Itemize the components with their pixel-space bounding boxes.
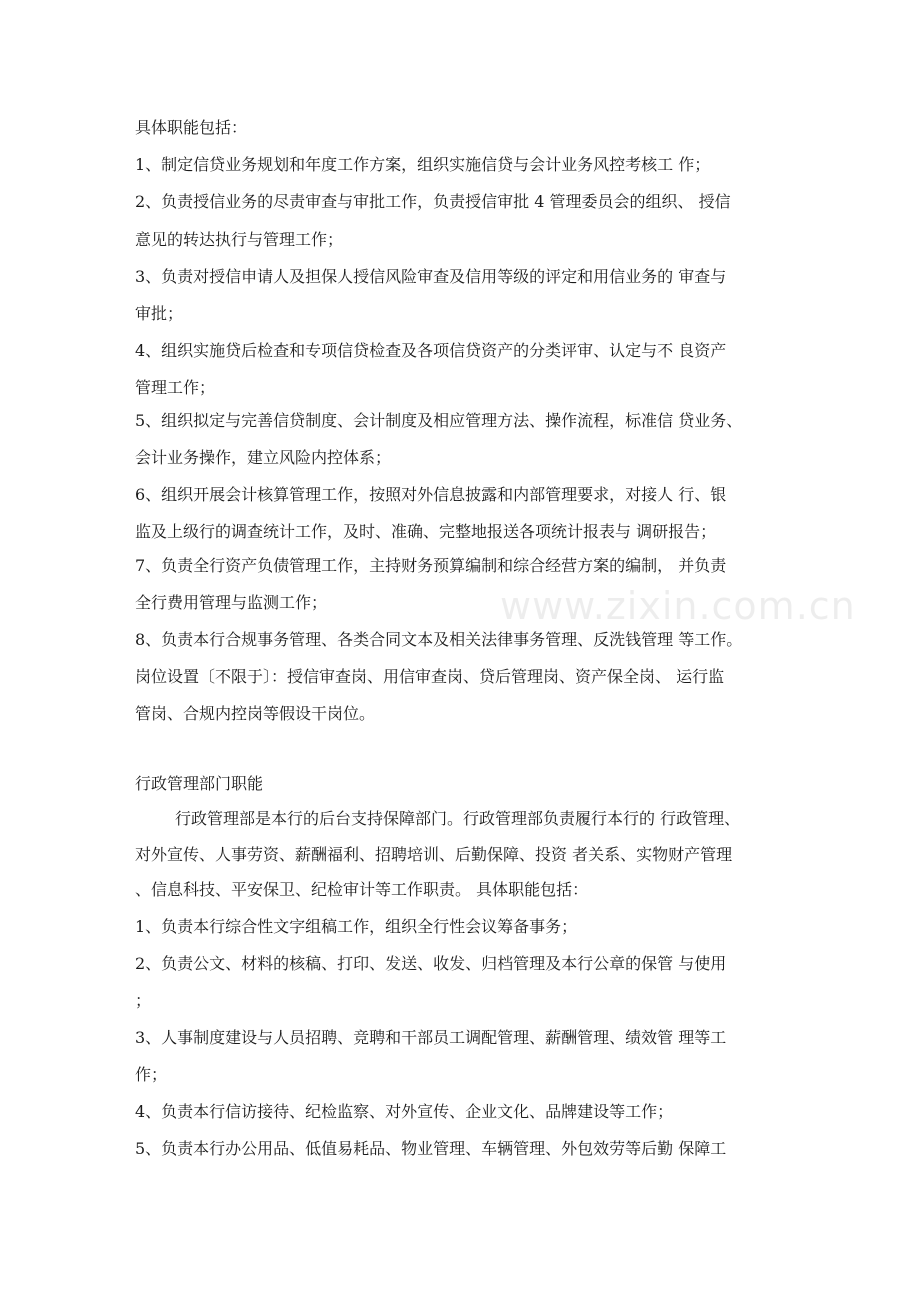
text-line: 全行费用管理与监测工作； bbox=[135, 593, 328, 612]
text-line: 6、组织开展会计核算管理工作，按照对外信息披露和内部管理要求，对接人 行、银 bbox=[135, 485, 727, 504]
text-line: 作； bbox=[135, 1065, 168, 1084]
text-line: 2、负责授信业务的尽责审查与审批工作，负责授信审批 4 管理委员会的组织、 授信 bbox=[135, 192, 731, 211]
text-line: 意见的转达执行与管理工作； bbox=[135, 230, 344, 249]
text-line: 3、负责对授信申请人及担保人授信风险审查及信用等级的评定和用信业务的 审查与 bbox=[135, 267, 727, 286]
text-line: 监及上级行的调查统计工作，及时、准确、完整地报送各项统计报表与 调研报告； bbox=[135, 522, 717, 541]
text-line: 7、负责全行资产负债管理工作，主持财务预算编制和综合经营方案的编制， 并负责 bbox=[135, 556, 727, 575]
text-line: 8、负责本行合规事务管理、各类合同文本及相关法律事务管理、反洗钱管理 等工作。 bbox=[135, 630, 743, 649]
text-line: 1、制定信贷业务规划和年度工作方案，组织实施信贷与会计业务风控考核工 作； bbox=[135, 155, 711, 174]
section-title: 行政管理部门职能 bbox=[135, 774, 264, 793]
text-line: 5、组织拟定与完善信贷制度、会计制度及相应管理方法、操作流程，标准信 贷业务、 bbox=[135, 411, 743, 430]
text-line: 管理工作； bbox=[135, 378, 216, 397]
text-line: 2、负责公文、材料的核稿、打印、发送、收发、归档管理及本行公章的保管 与使用 bbox=[135, 954, 727, 973]
text-line: 4、负责本行信访接待、纪检监察、对外宣传、企业文化、品牌建设等工作； bbox=[135, 1102, 674, 1121]
text-line: 1、负责本行综合性文字组稿工作，组织全行性会议筹备事务； bbox=[135, 917, 578, 936]
text-line: ； bbox=[135, 991, 152, 1010]
text-line: 具体职能包括： bbox=[135, 118, 248, 137]
text-line: 岗位设置〔不限于〕：授信审查岗、用信审查岗、贷后管理岗、资产保全岗、 运行监 bbox=[135, 667, 725, 686]
text-line: 4、组织实施贷后检查和专项信贷检查及各项信贷资产的分类评审、认定与不 良资产 bbox=[135, 341, 727, 360]
text-line: 、信息科技、平安保卫、纪检审计等工作职责。 具体职能包括： bbox=[135, 880, 589, 899]
text-line: 行政管理部是本行的后台支持保障部门。行政管理部负责履行本行的 行政管理、 bbox=[175, 809, 741, 828]
text-line: 管岗、合规内控岗等假设干岗位。 bbox=[135, 704, 376, 723]
text-line: 5、负责本行办公用品、低值易耗品、物业管理、车辆管理、外包效劳等后勤 保障工 bbox=[135, 1139, 727, 1158]
text-line: 会计业务操作，建立风险内控体系； bbox=[135, 448, 392, 467]
text-line: 3、人事制度建设与人员招聘、竞聘和干部员工调配管理、薪酬管理、绩效管 理等工 bbox=[135, 1028, 727, 1047]
text-line: 审批； bbox=[135, 304, 184, 323]
watermark: www.zixin.com.cn bbox=[500, 584, 856, 628]
text-line: 对外宣传、人事劳资、薪酬福利、招聘培训、后勤保障、投资 者关系、实物财产管理 bbox=[135, 845, 733, 864]
